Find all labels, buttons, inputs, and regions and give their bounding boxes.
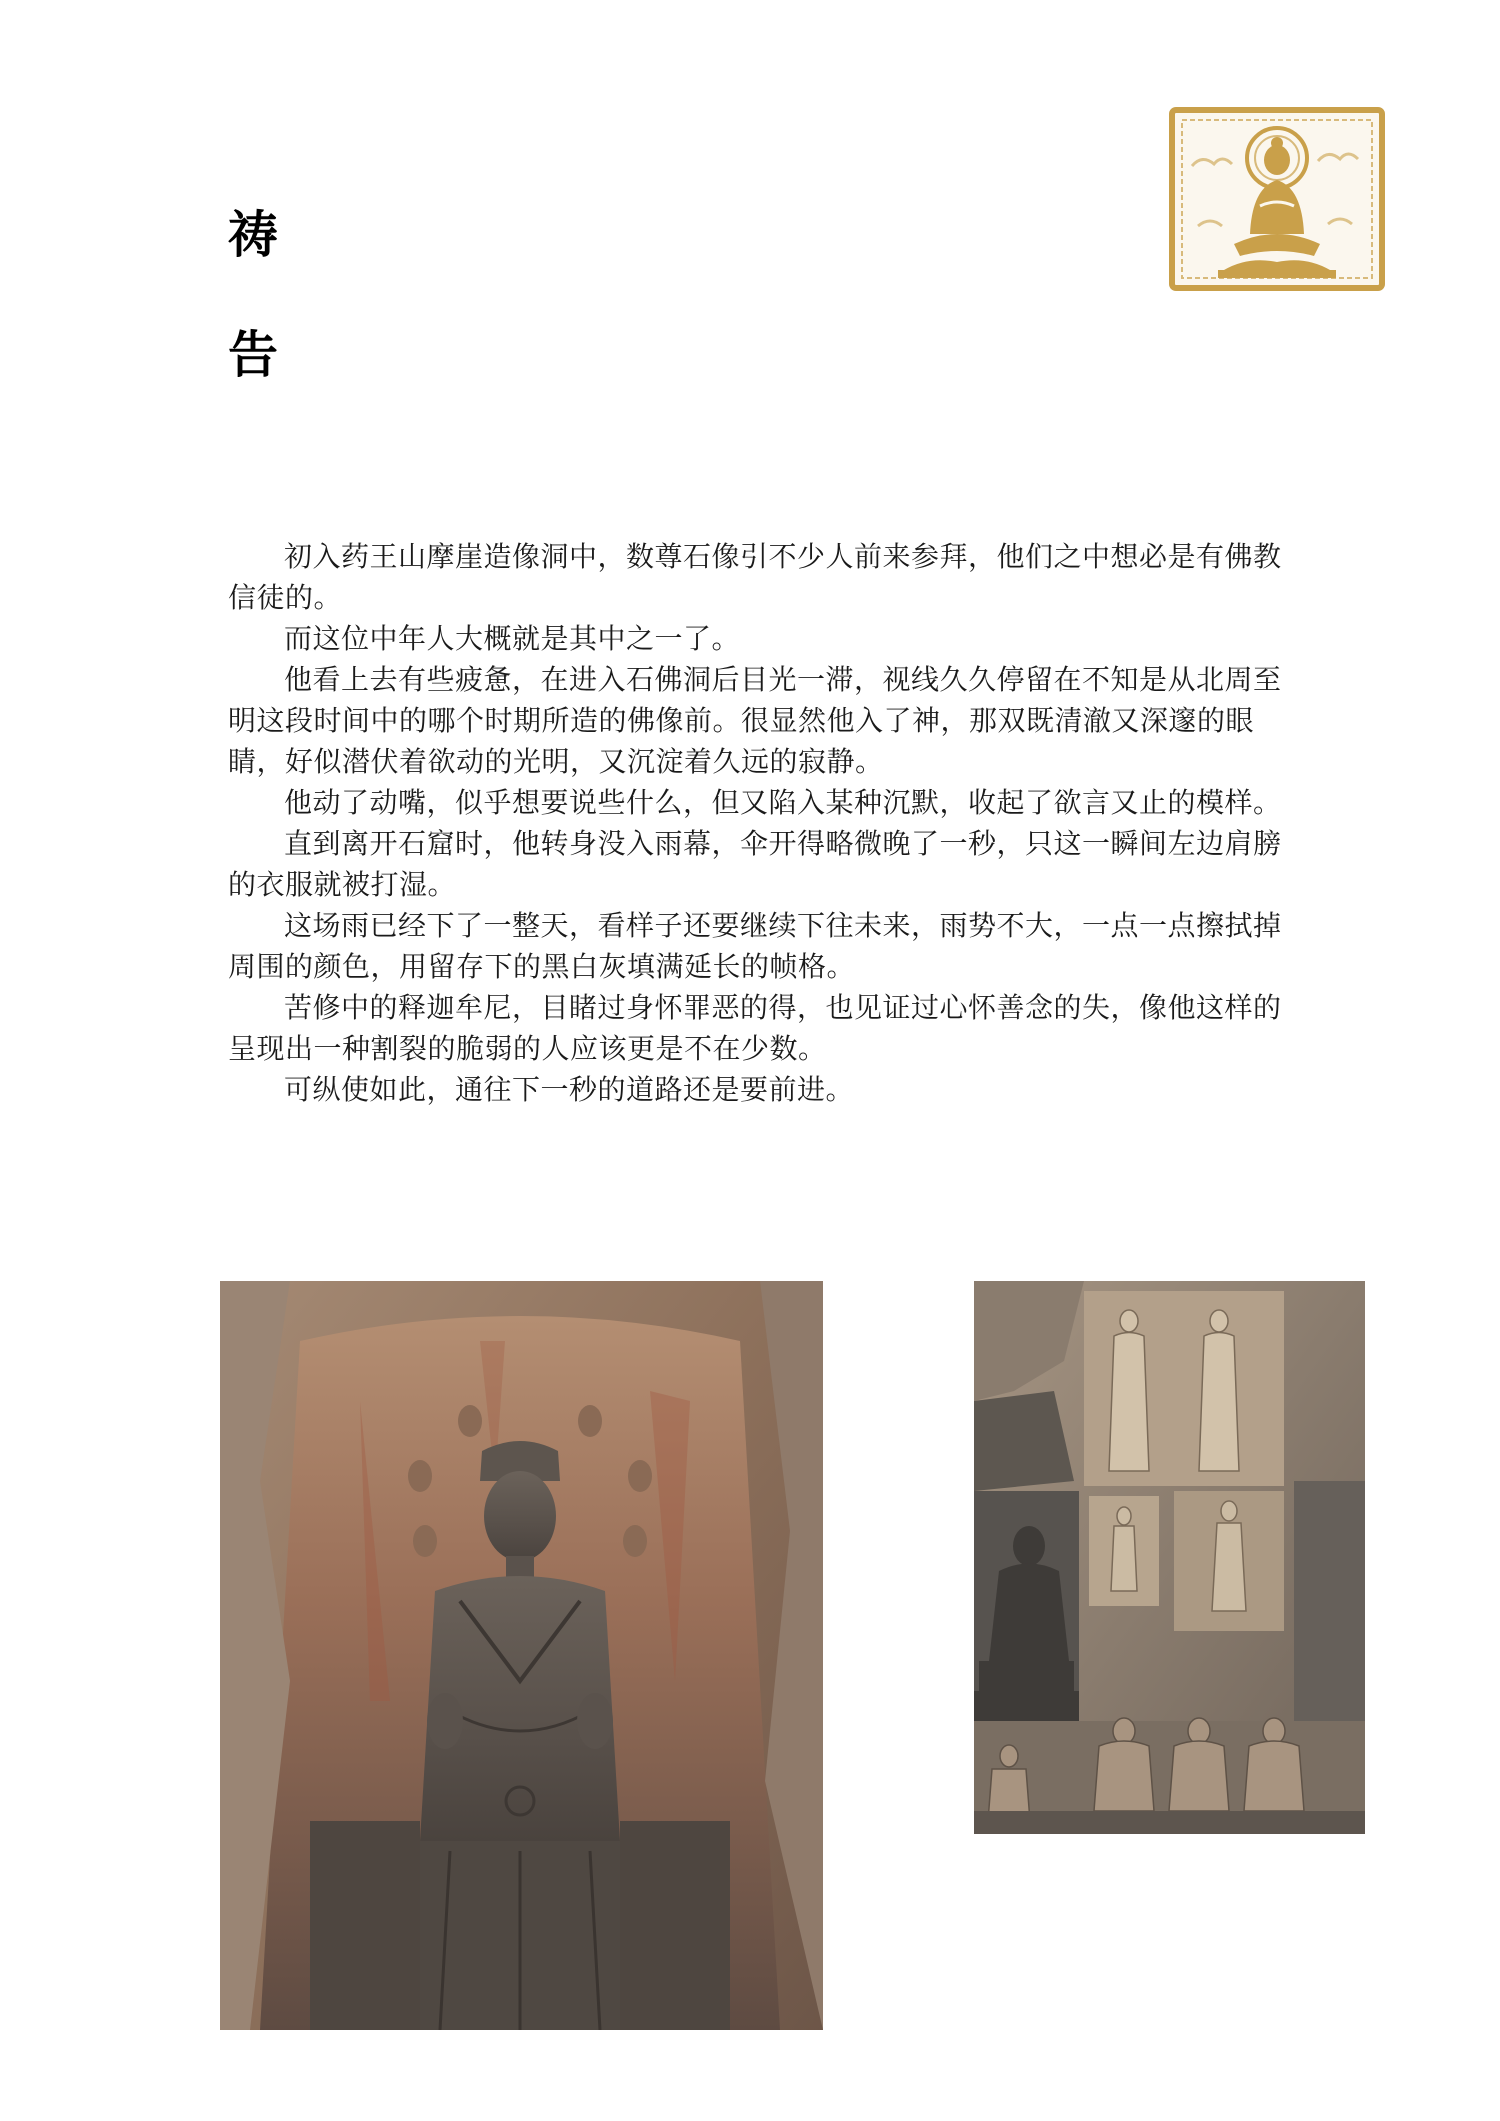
paragraph: 他看上去有些疲惫，在进入石佛洞后目光一滞，视线久久停留在不知是从北周至明这段时间中的哪个时期所造的佛像前。很显然他入了神，那双既清澈又深邃的眼睛，好似潜伏着欲动的光明，又沉淀着久远的寂静。 [228, 663, 1282, 778]
paragraph: 初入药王山摩崖造像洞中，数尊石像引不少人前来参拜，他们之中想必是有佛教信徒的。 [228, 540, 1282, 614]
paragraph: 苦修中的释迦牟尼，目睹过身怀罪恶的得，也见证过心怀善念的失，像他这样的呈现出一种割裂的脆弱的人应该更是不在少数。 [228, 991, 1282, 1065]
paragraph: 可纵使如此，通往下一秒的道路还是要前进。 [284, 1073, 855, 1106]
page-title-char-2: 告 [228, 326, 278, 384]
paragraph: 而这位中年人大概就是其中之一了。 [284, 622, 741, 655]
seated-buddha-seal-icon [1168, 106, 1386, 292]
cave-relief-bodhisattvas-photo [974, 1281, 1365, 1834]
article-body [228, 536, 1282, 1110]
standing-buddha-stone-carving-photo [220, 1281, 823, 2030]
paragraph: 直到离开石窟时，他转身没入雨幕，伞开得略微晚了一秒，只这一瞬间左边肩膀的衣服就被打湿。 [228, 827, 1282, 901]
paragraph: 这场雨已经下了一整天，看样子还要继续下往未来，雨势不大，一点一点擦拭掉周围的颜色，用留存下的黑白灰填满延长的帧格。 [228, 909, 1282, 983]
paragraph: 他动了动嘴，似乎想要说些什么，但又陷入某种沉默，收起了欲言又止的模样。 [284, 786, 1282, 819]
page-title-char-1: 祷 [228, 206, 278, 264]
